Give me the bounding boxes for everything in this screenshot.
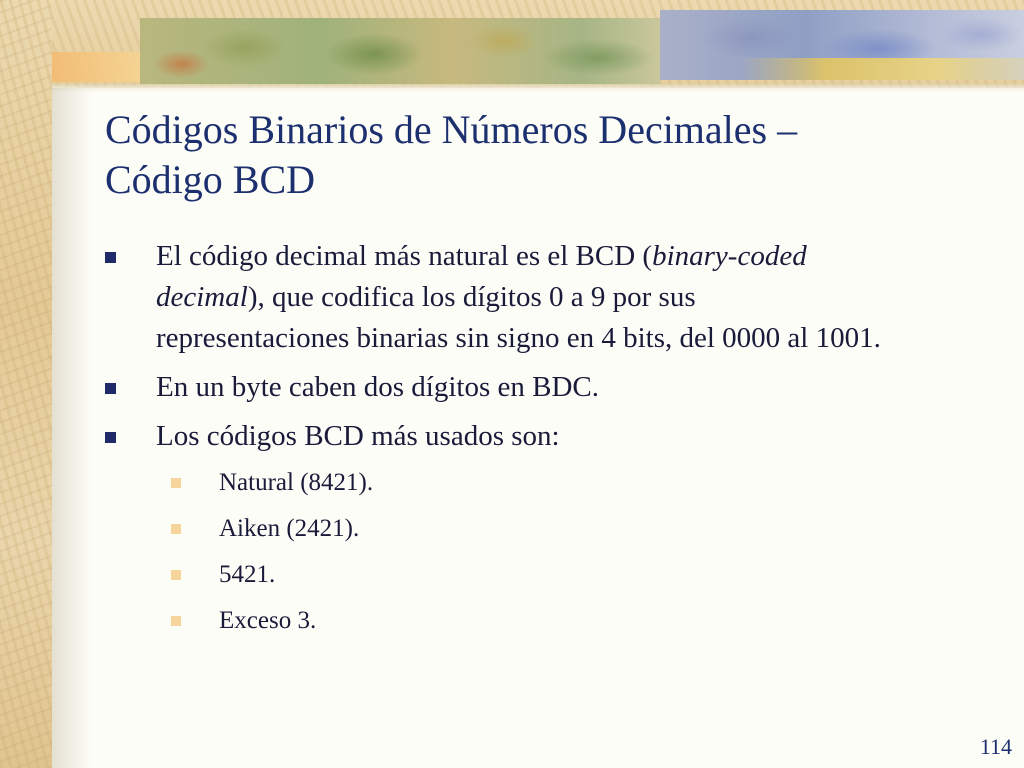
bullet-item-bcd-definition [105,236,1005,359]
sub-bullet-text: 5421. [219,561,276,588]
page-number: 114 [979,734,1012,759]
small-square-bullet-icon [171,570,181,580]
bullet3-text: Los códigos BCD más usados son: [156,420,560,452]
banner-yellow-streak [740,58,1024,80]
bullet1-text-start: El código decimal más natural es el BCD ( [156,240,653,272]
small-square-bullet-icon [171,616,181,626]
bullet-item-byte [105,367,1005,408]
square-bullet-icon [105,432,116,443]
slide-title [105,105,985,205]
sub-bullet-exceso3 [105,605,1005,637]
banner-leaves-image [140,18,660,84]
sub-bullet-natural [105,467,1005,499]
square-bullet-icon [105,252,116,263]
bullet1-text-end: representaciones binarias sin signo en 4 bits, del 0000 al 1001. [156,322,881,354]
sub-bullet-text: Aiken (2421). [219,515,360,542]
top-divider [52,84,1024,92]
bullet-list [105,236,1005,651]
title-line-1: Códigos Binarios de Números Decimales – [105,107,798,152]
left-texture-strip [0,0,52,768]
sub-bullet-5421 [105,559,1005,591]
bullet1-italic-term-cont: decimal [156,281,248,313]
left-shadow [52,88,92,768]
bullet1-text-mid: ), que codifica los dígitos 0 a 9 por sus [247,281,696,313]
small-square-bullet-icon [171,524,181,534]
sub-bullet-text: Exceso 3. [219,607,317,634]
square-bullet-icon [105,383,116,394]
bullet-item-codes [105,416,1005,457]
sub-bullet-text: Natural (8421). [219,469,374,496]
sub-bullet-aiken [105,513,1005,545]
small-square-bullet-icon [171,478,181,488]
bullet1-italic-term: binary-coded [652,240,807,272]
bullet2-text: En un byte caben dos dígitos en BDC. [156,371,600,403]
title-line-2: Código BCD [105,157,316,202]
